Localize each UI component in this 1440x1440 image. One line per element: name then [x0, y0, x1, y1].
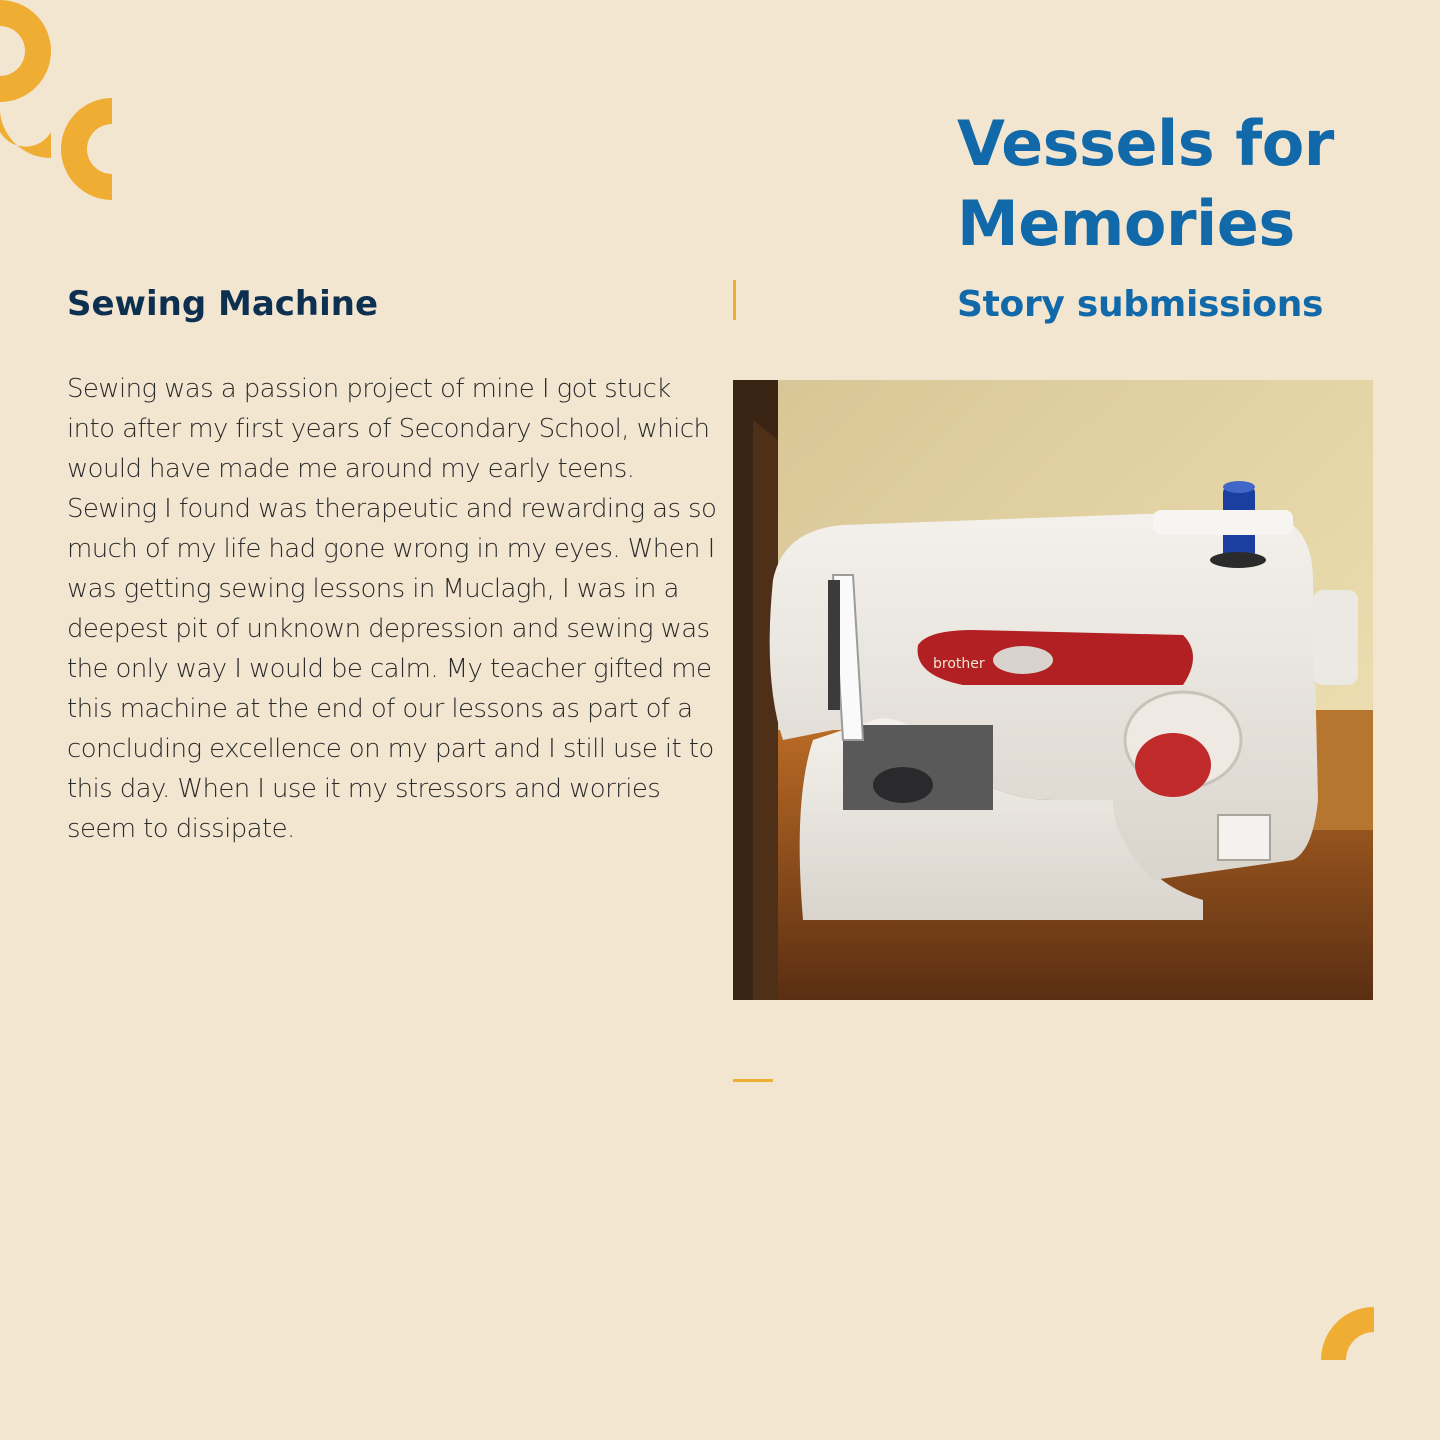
page-title: Vessels for Memories: [957, 107, 1334, 260]
corner-arc-bottom-right-icon: [1320, 1306, 1376, 1362]
accent-divider-horizontal: [733, 1079, 773, 1082]
story-heading: Sewing Machine: [67, 284, 379, 324]
page-subtitle: Story submissions: [957, 284, 1324, 325]
brand-label: brother: [933, 656, 985, 672]
corner-arc-top-left-icon: [0, 0, 130, 210]
story-body: Sewing was a passion project of mine I got stuck into after my first years of Secondary School, which would have made me around my early teens. Sewing I found was therapeutic and rewarding as so much of my life had gone wrong in my eyes. When I was getting sewing lessons in Muclagh, I was in a deepest pit of unknown depression and sewing was the only way I would be calm. My teacher gifted me this machine at the end of our lessons as part of a concluding excellence on my part and I still use it to this day. When I use it my stressors and worries seem to dissipate.: [67, 374, 717, 844]
accent-divider-vertical: [733, 280, 736, 320]
sewing-machine-photo: [733, 380, 1373, 1000]
